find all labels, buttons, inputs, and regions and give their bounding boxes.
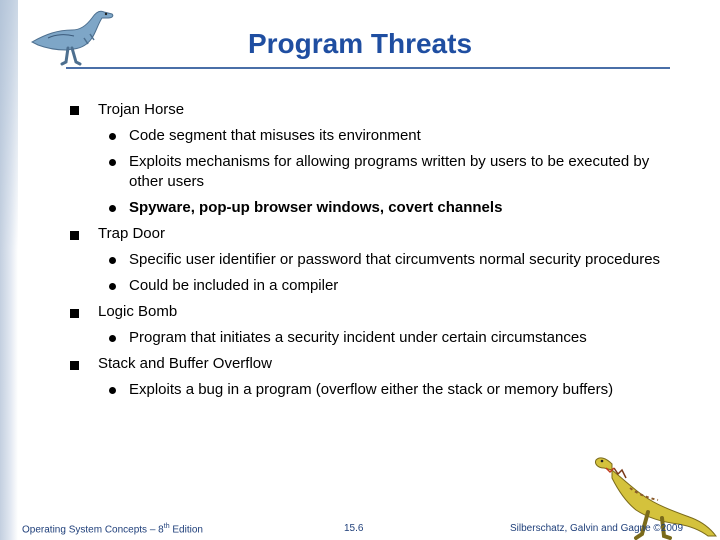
footer-page-number: 15.6 (344, 523, 364, 534)
square-bullet-icon (70, 361, 79, 370)
footer-copyright: Silberschatz, Galvin and Gagne ©2009 (510, 523, 684, 534)
subitem-security-incident: Program that initiates a security incident under certain circumstances (129, 329, 587, 346)
round-bullet-icon (109, 335, 116, 342)
round-bullet-icon (109, 257, 116, 264)
bullet-item-trojan-horse: Trojan Horse (98, 101, 185, 118)
subitem-specific-user-identifier: Specific user identifier or password that circumvents normal security procedures (129, 251, 661, 268)
round-bullet-icon (109, 387, 116, 394)
slide-title: Program Threats (247, 28, 473, 59)
subitem-code-segment: Code segment that misuses its environment (129, 127, 421, 144)
round-bullet-icon (109, 283, 116, 290)
subitem-spyware: Spyware, pop-up browser windows, covert channels (129, 199, 503, 216)
square-bullet-icon (70, 309, 79, 318)
subitem-exploits-bug: Exploits a bug in a program (overflow either the stack or memory buffers) (129, 381, 614, 398)
subitem-compiler: Could be included in a compiler (129, 277, 339, 294)
square-bullet-icon (70, 106, 79, 115)
footer-book-title (22, 523, 203, 535)
round-bullet-icon (109, 205, 116, 212)
round-bullet-icon (109, 133, 116, 140)
footer-book-sup: th (163, 523, 170, 530)
bullet-item-logic-bomb: Logic Bomb (98, 303, 178, 320)
subitem-exploits-mechanisms-continuation: other users (129, 173, 205, 190)
bullet-item-stack-buffer-overflow: Stack and Buffer Overflow (98, 355, 272, 372)
subitem-exploits-mechanisms: Exploits mechanisms for allowing programs written by users to be executed by (129, 153, 650, 170)
footer-book-suffix: Edition (169, 524, 203, 536)
footer-book-prefix: Operating System Concepts – 8 (22, 524, 164, 536)
square-bullet-icon (70, 231, 79, 240)
bullet-item-trap-door: Trap Door (98, 225, 165, 242)
round-bullet-icon (109, 159, 116, 166)
